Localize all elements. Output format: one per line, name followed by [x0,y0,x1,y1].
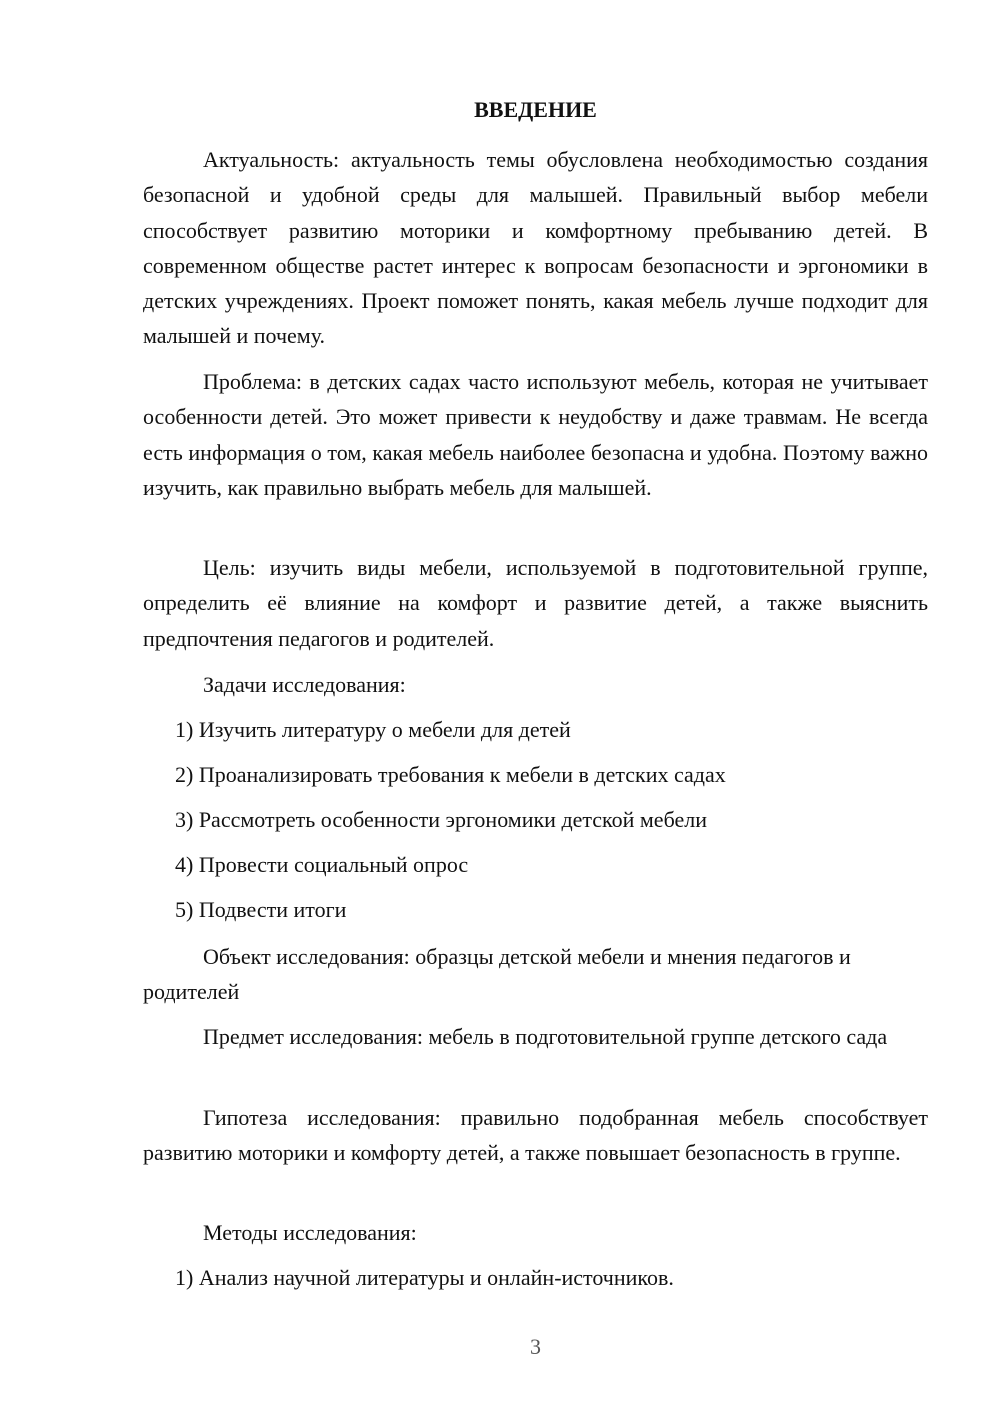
relevance-paragraph: Актуальность: актуальность темы обусловлена необходимостью создания безопасной и удобной среды для малышей. Правильный выбор мебели способствует развитию моторики и комфортному пребыванию детей. В современном обществе растет интерес к вопросам безопасности и эргономики в детских учреждениях. Проект поможет понять, какая мебель лучше подходит для малышей и почему. [143,147,928,349]
method-item: 1) Анализ научной литературы и онлайн-источников. [175,1265,674,1290]
task-item: 5) Подвести итоги [175,897,347,922]
problem-paragraph: Проблема: в детских садах часто используют мебель, которая не учитывает особенности детей. Это может привести к неудобству и даже травмам. Не всегда есть информация о том, какая мебель наиболее безопасна и удобна. Поэтому важно изучить, как правильно выбрать мебель для малышей. [143,369,928,500]
subject-paragraph: Предмет исследования: мебель в подготовительной группе детского сада [203,1024,888,1049]
task-item: 1) Изучить литературу о мебели для детей [175,717,571,742]
object-paragraph: Объект исследования: образцы детской мебели и мнения педагогов и родителей [143,944,851,1005]
page-title: ВВЕДЕНИЕ [474,97,597,122]
task-item: 3) Рассмотреть особенности эргономики детской мебели [175,807,707,832]
goal-paragraph: Цель: изучить виды мебели, используемой в подготовительной группе, определить её влияние на комфорт и развитие детей, а также выяснить предпочтения педагогов и родителей. [143,555,928,651]
methods-heading: Методы исследования: [203,1220,417,1245]
tasks-heading: Задачи исследования: [203,672,406,697]
task-item: 2) Проанализировать требования к мебели в детских садах [175,762,726,787]
task-item: 4) Провести социальный опрос [175,852,469,877]
hypothesis-paragraph: Гипотеза исследования: правильно подобранная мебель способствует развитию моторики и комфорту детей, а также повышает безопасность в группе. [143,1105,928,1166]
page-number: 3 [530,1334,541,1359]
